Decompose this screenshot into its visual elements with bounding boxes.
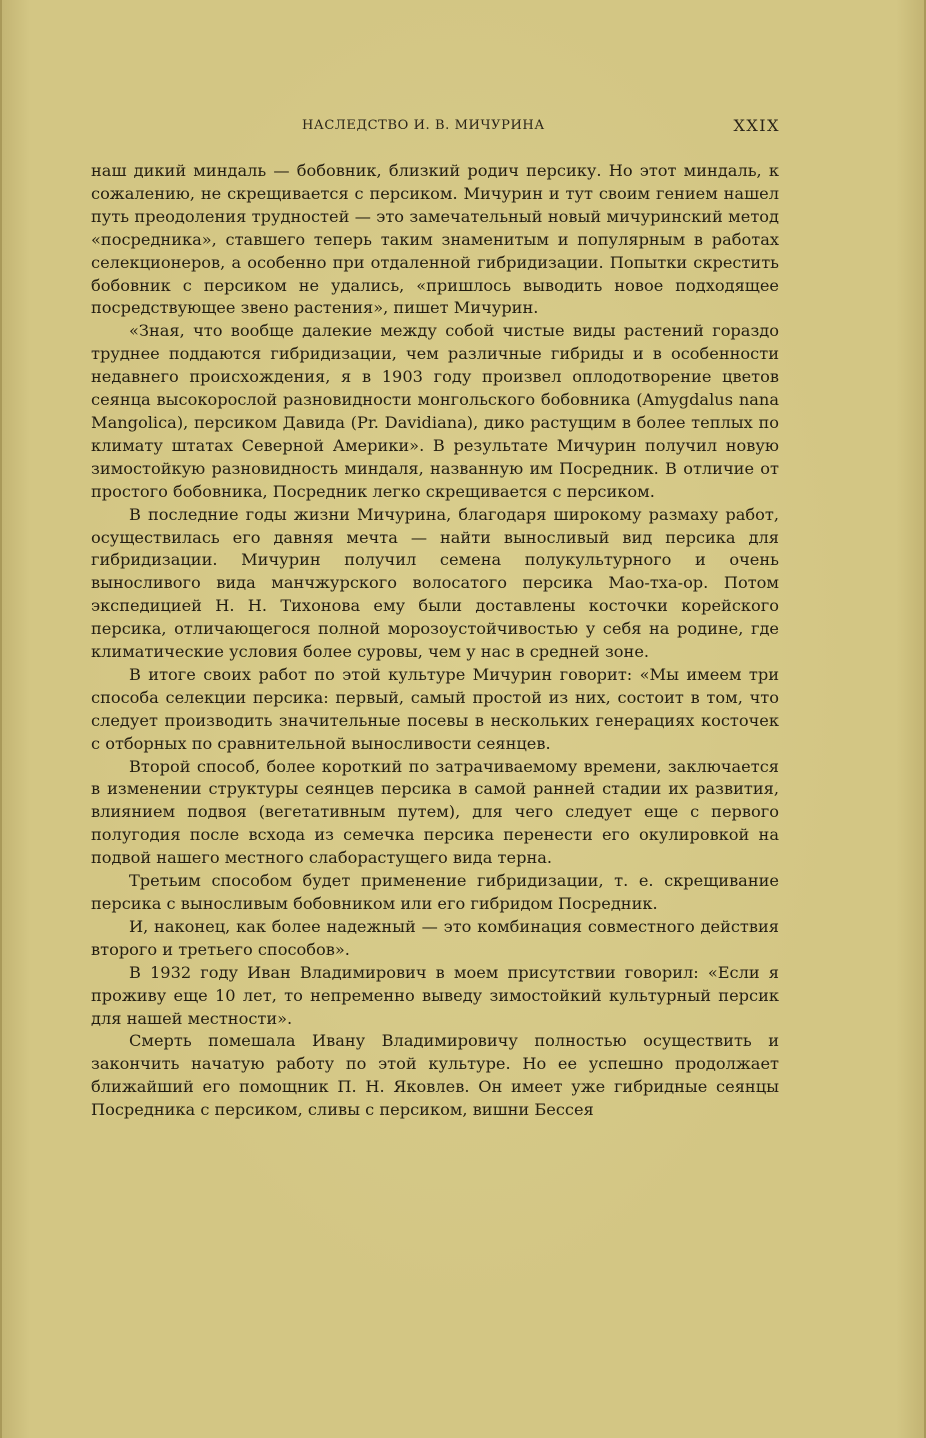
paragraph: В 1932 году Иван Владимирович в моем присутствии говорил: «Если я проживу еще 10 лет, то непременно выведу зимостойкий культурный персик для нашей местности». xyxy=(91,962,779,1028)
running-title: НАСЛЕДСТВО И. В. МИЧУРИНА xyxy=(302,118,545,133)
page-header xyxy=(92,118,780,142)
paragraph: В итоге своих работ по этой культуре Мичурин говорит: «Мы имеем три способа селекции персика: первый, самый простой из них, состоит в том, что следует производить значительные посевы в нескольких генерациях косточек с отборных по сравнительной выносливости сеянцев. xyxy=(91,664,779,753)
paragraph: Третьим способом будет применение гибридизации, т. е. скрещивание персика с выносливым бобовником или его гибридом Посредник. xyxy=(91,871,779,913)
paragraph: В последние годы жизни Мичурина, благодаря широкому размаху работ, осуществилась его давняя мечта — найти выносливый вид персика для гибридизации. Мичурин получил семена полукультурного и очень выносливого вида манчжурского волосатого персика Мао-тха-ор. Потом экспедицией Н. Н. Тихонова ему были доставлены косточки корейского персика, отличающегося полной морозоустойчивостью у себя на родине, где климатические условия более суровы, чем у нас в средней зоне. xyxy=(91,504,779,662)
paragraph: «Зная, что вообще далекие между собой чистые виды растений гораздо труднее поддаются гибридизации, чем различные гибриды и в особенности недавнего происхождения, я в 1903 году произвел оплодотворение цветов сеянца высокорослой разновидности монгольского бобовника (Amygdalus nana Mangolica), персиком Давида (Pr. Davidiana), дико растущим в более теплых по климату штатах Северной Америки». В результате Мичурин получил новую зимостойкую разновидность миндаля, названную им Посредник. В отличие от простого бобовника, Посредник легко скрещивается с персиком. xyxy=(91,321,779,501)
paragraph: Смерть помешала Ивану Владимировичу полностью осуществить и закончить начатую работу по этой культуре. Но ее успешно продолжает ближайший его помощник П. Н. Яковлев. Он имеет уже гибридные сеянцы Посредника с персиком, сливы с персиком, вишни Бессея xyxy=(91,1031,779,1120)
paragraph: И, наконец, как более надежный — это комбинация совместного действия второго и третьего способов». xyxy=(91,916,779,959)
paragraph: Второй способ, более короткий по затрачиваемому времени, заключается в изменении структуры сеянцев персика в самой ранней стадии их развития, влиянием подвоя (вегетативным путем), для чего следует еще с первого полугодия после всхода из семечка персика перенести его окулировкой на подвой нашего местного слаборастущего вида терна. xyxy=(91,756,779,868)
body-text xyxy=(91,160,779,1122)
page-number: XXIX xyxy=(733,116,780,135)
paragraph: наш дикий миндаль — бобовник, близкий родич персику. Но этот миндаль, к сожалению, не скрещивается с персиком. Мичурин и тут своим гением нашел путь преодоления трудностей — это замечательный новый мичуринский метод «посредника», ставшего теперь таким знаменитым и популярным в работах селекционеров, а особенно при отдаленной гибридизации. Попытки скрестить бобовник с персиком не удались, «пришлось выводить новое подходящее посредствующее звено растения», пишет Мичурин. xyxy=(91,161,779,318)
